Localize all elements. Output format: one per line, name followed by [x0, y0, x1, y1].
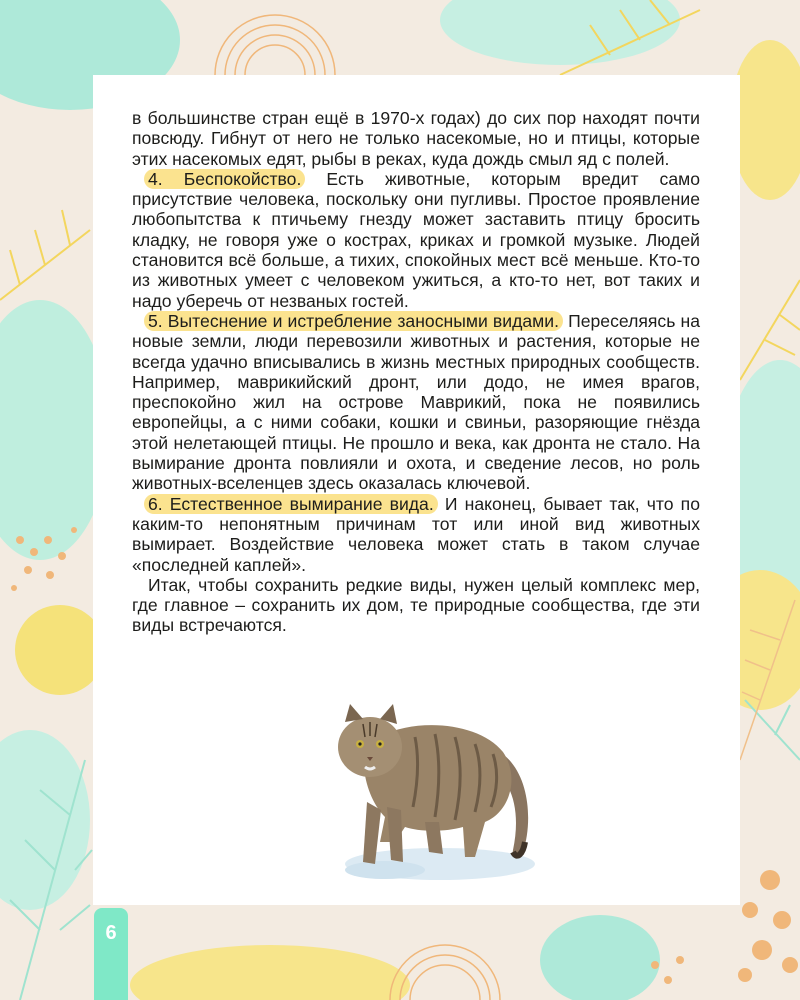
section-5 [132, 311, 700, 494]
paragraph-continuation: в большинстве стран ещё в 1970-х годах) до сих пор находят почти повсюду. Гибнут от него не только насекомые, но и птицы, которые этих насекомых едят, рыбы в реках, куда дождь смыл яд с полей. [132, 108, 700, 169]
wild-cat-illustration [325, 692, 540, 887]
conclusion-paragraph: Итак, чтобы сохранить редкие виды, нужен целый комплекс мер, где главное – сохранить их дом, те природные сообщества, где эти виды встречаются. [132, 574, 700, 636]
section-6-text: И наконец, бывает так, что по каким-то непонятным причинам тот или иной вид животных вымирает. Воздействие человека может стать в таком случае «последней каплей». [132, 493, 700, 575]
page-text [132, 108, 700, 636]
section-4 [132, 169, 700, 311]
section-4-heading: 4. Беспокойство. [144, 169, 305, 189]
page-number: 6 [105, 922, 117, 944]
section-6 [132, 494, 700, 575]
section-6-heading: 6. Естественное вымирание вида. [144, 494, 438, 514]
section-5-heading: 5. Вытеснение и истребление заносными видами. [144, 311, 563, 331]
section-5-text: Переселяясь на новые земли, люди перевозили животных и растения, которые не всегда удачно вписывались в жизнь местных природных сообществ. Например, маврикийский дронт, или додо, не имея врагов, преспокойно жил на острове Маврикий, пока не появились европейцы, а с ними собаки, кошки и свиньи, разоряющие гнёзда этой нелетающей птицы. Не прошло и века, как дронта не стало. На вымирание дронта повлияли и охота, и сведение лесов, но роль животных-вселенцев здесь оказалась ключевой. [132, 310, 700, 494]
section-4-text: Есть животные, которым вредит само присутствие человека, поскольку они пугливы. Простое проявление любопытства к птичьему гнезду может заставить птицу бросить кладку, не говоря уже о кострах, криках и громкой музыке. Людей становится всё больше, а тихих, спокойных мест всё меньше. Кто-то из животных умеет с человеком ужиться, а кто-то нет, вот таких и надо уберечь от незваных гостей. [132, 168, 701, 311]
